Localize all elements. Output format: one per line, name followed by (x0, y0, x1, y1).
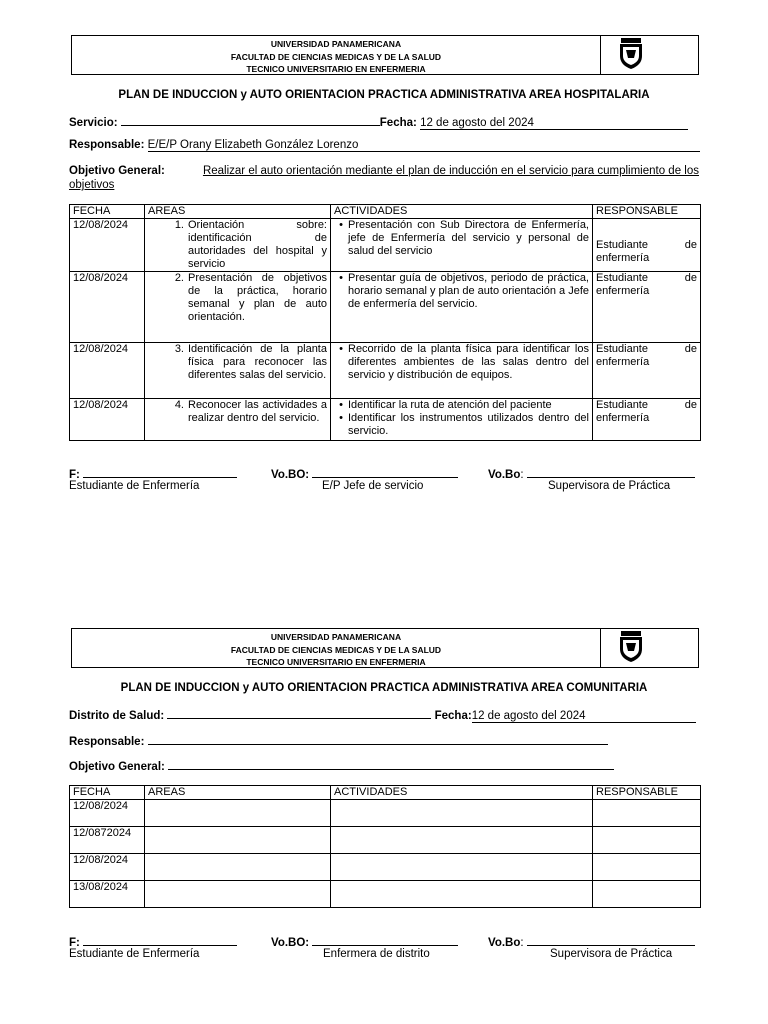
header-university: UNIVERSIDAD PANAMERICANA (270, 632, 402, 642)
row-area: 1. Orientación sobre: identificación de autoridades del hospital y servicio (145, 219, 331, 272)
col-actividades: ACTIVIDADES (331, 205, 593, 219)
objetivo-label: Objetivo General: (69, 165, 165, 177)
row-actividades[interactable] (331, 854, 593, 881)
header-faculty: FACULTAD DE CIENCIAS MEDICAS Y DE LA SALUD (230, 644, 442, 655)
row-actividades[interactable] (331, 881, 593, 908)
plan1-vobo1 (271, 466, 458, 481)
row-area: 3. Identificación de la planta física para reconocer las diferentes salas del servicio. (145, 343, 331, 399)
caption-estudiante: Estudiante de Enfermería (69, 480, 200, 492)
col-areas: AREAS (145, 786, 331, 800)
table-row (70, 881, 701, 908)
caption-estudiante: Estudiante de Enfermería (69, 948, 200, 960)
objetivo-value-line2: objetivos (69, 179, 115, 191)
university-shield-icon (618, 38, 644, 70)
col-fecha: FECHA (70, 205, 145, 219)
caption-supervisora: Supervisora de Práctica (548, 480, 671, 492)
table-row (70, 399, 701, 441)
table-row (70, 854, 701, 881)
table-row (70, 827, 701, 854)
row-area[interactable] (145, 881, 331, 908)
row-responsable: Estudiante de enfermería (593, 343, 701, 399)
header-program: TECNICO UNIVERSITARIO EN ENFERMERIA (246, 64, 426, 74)
row-responsable[interactable] (593, 800, 701, 827)
row-actividades (331, 343, 593, 399)
distrito-label: Distrito de Salud: (69, 710, 165, 722)
header-text (72, 631, 600, 669)
row-area: 4. Reconocer las actividades a realizar dentro del servicio. (145, 399, 331, 441)
row-responsable[interactable] (593, 827, 701, 854)
table-row (70, 219, 701, 272)
fecha-value: 12 de agosto del 2024 (420, 117, 688, 130)
plan1-title: PLAN DE INDUCCION y AUTO ORIENTACION PRACTICA ADMINISTRATIVA AREA HOSPITALARIA (118, 89, 650, 101)
plan2-table (69, 785, 701, 908)
signature-f-label: F: (69, 469, 80, 481)
header-divider (600, 629, 601, 667)
col-responsable: RESPONSABLE (593, 786, 701, 800)
row-area[interactable] (145, 827, 331, 854)
plan1-table (69, 204, 701, 441)
caption-jefe-servicio: E/P Jefe de servicio (322, 480, 424, 492)
list-item: • Identificar la ruta de atención del paciente (339, 399, 552, 411)
row-area: 2. Presentación de objetivos de la práctica, horario semanal y plan de auto orientación. (145, 272, 331, 343)
row-fecha: 13/08/2024 (70, 881, 145, 908)
list-item: • Identificar los instrumentos utilizados dentro del servicio. (339, 412, 589, 437)
objetivo-blank[interactable] (168, 758, 614, 770)
row-fecha: 12/08/2024 (70, 272, 145, 343)
servicio-blank[interactable] (121, 114, 380, 126)
plan1-signature-row (69, 466, 237, 481)
university-shield-icon (618, 631, 644, 663)
row-responsable: Estudiante de enfermería (593, 399, 701, 441)
table-row (70, 800, 701, 827)
row-responsable[interactable] (593, 854, 701, 881)
plan2-signature-row (69, 934, 237, 949)
row-responsable: Estudiante de enfermería (593, 219, 701, 272)
list-item: • Presentar guía de objetivos, periodo de práctica, horario semanal y plan de auto orientación a Jefe de enfermería del servicio. (339, 272, 589, 310)
row-fecha: 12/08/2024 (70, 399, 145, 441)
table-row (70, 343, 701, 399)
row-fecha: 12/08/2024 (70, 854, 145, 881)
col-areas: AREAS (145, 205, 331, 219)
row-fecha: 12/08/2024 (70, 219, 145, 272)
plan2-vobo1 (271, 934, 458, 949)
row-actividades[interactable] (331, 800, 593, 827)
plan1-objetivo-row (69, 164, 699, 192)
plan1-servicio-row (69, 114, 688, 130)
header-program: TECNICO UNIVERSITARIO EN ENFERMERIA (246, 657, 426, 667)
row-actividades (331, 272, 593, 343)
servicio-label: Servicio: (69, 117, 118, 129)
row-area[interactable] (145, 854, 331, 881)
signature-f-line[interactable] (83, 466, 237, 478)
list-item: • Presentación con Sub Directora de Enfermería, jefe de Enfermería del servicio y personal de salud del servicio (339, 219, 589, 257)
plan2-table-header (70, 786, 701, 800)
row-fecha: 12/08/2024 (70, 800, 145, 827)
table-row (70, 272, 701, 343)
header-divider (600, 36, 601, 74)
plan2-objetivo-row (69, 758, 614, 773)
vobo2-line[interactable] (527, 934, 695, 946)
row-actividades (331, 219, 593, 272)
col-fecha: FECHA (70, 786, 145, 800)
university-header-box (71, 628, 699, 668)
vobo2-label: Vo.Bo (488, 937, 521, 949)
distrito-blank[interactable] (167, 707, 431, 719)
responsable-label: Responsable: (69, 139, 145, 151)
plan2-title: PLAN DE INDUCCION y AUTO ORIENTACION PRACTICA ADMINISTRATIVA AREA COMUNITARIA (120, 682, 648, 694)
plan1-table-header (70, 205, 701, 219)
fecha-label: Fecha: (434, 710, 472, 722)
plan1-responsable-row (69, 139, 700, 152)
vobo2-line[interactable] (527, 466, 695, 478)
responsable-blank[interactable] (148, 733, 608, 745)
vobo2-label: Vo.Bo (488, 469, 521, 481)
header-faculty: FACULTAD DE CIENCIAS MEDICAS Y DE LA SALUD (230, 51, 442, 62)
header-university: UNIVERSIDAD PANAMERICANA (270, 39, 402, 49)
fecha-label: Fecha: (379, 117, 417, 129)
header-text (72, 38, 600, 76)
plan1-vobo2: Vo.Bo: (488, 466, 695, 481)
row-fecha: 12/08/2024 (70, 343, 145, 399)
plan2-responsable-row (69, 733, 608, 748)
col-actividades: ACTIVIDADES (331, 786, 593, 800)
vobo1-label: Vo.BO: (271, 469, 310, 481)
caption-enfermera-distrito: Enfermera de distrito (323, 948, 430, 960)
vobo1-line[interactable] (312, 466, 458, 478)
responsable-label: Responsable: (69, 736, 145, 748)
row-fecha: 12/0872024 (70, 827, 145, 854)
row-responsable[interactable] (593, 881, 701, 908)
objetivo-label: Objetivo General: (69, 761, 165, 773)
university-header-box (71, 35, 699, 75)
caption-supervisora: Supervisora de Práctica (550, 948, 673, 960)
row-responsable: Estudiante de enfermería (593, 272, 701, 343)
objetivo-value-line1: Realizar el auto orientación mediante el plan de inducción en el servicio para cumplimiento de los (202, 165, 699, 177)
row-area[interactable] (145, 800, 331, 827)
plan2-distrito-row (69, 707, 696, 723)
vobo1-line[interactable] (312, 934, 458, 946)
row-actividades[interactable] (331, 827, 593, 854)
vobo1-label: Vo.BO: (271, 937, 310, 949)
responsable-value: E/E/P Orany Elizabeth González Lorenzo (148, 139, 700, 152)
row-actividades (331, 399, 593, 441)
list-item: • Recorrido de la planta física para identificar los diferentes ambientes de las salas dentro del servicio y distribución de equipos. (339, 343, 589, 381)
signature-f-label: F: (69, 937, 80, 949)
col-responsable: RESPONSABLE (593, 205, 701, 219)
plan2-vobo2: Vo.Bo: (488, 934, 695, 949)
fecha-value: 12 de agosto del 2024 (472, 710, 696, 723)
signature-f-line[interactable] (83, 934, 237, 946)
